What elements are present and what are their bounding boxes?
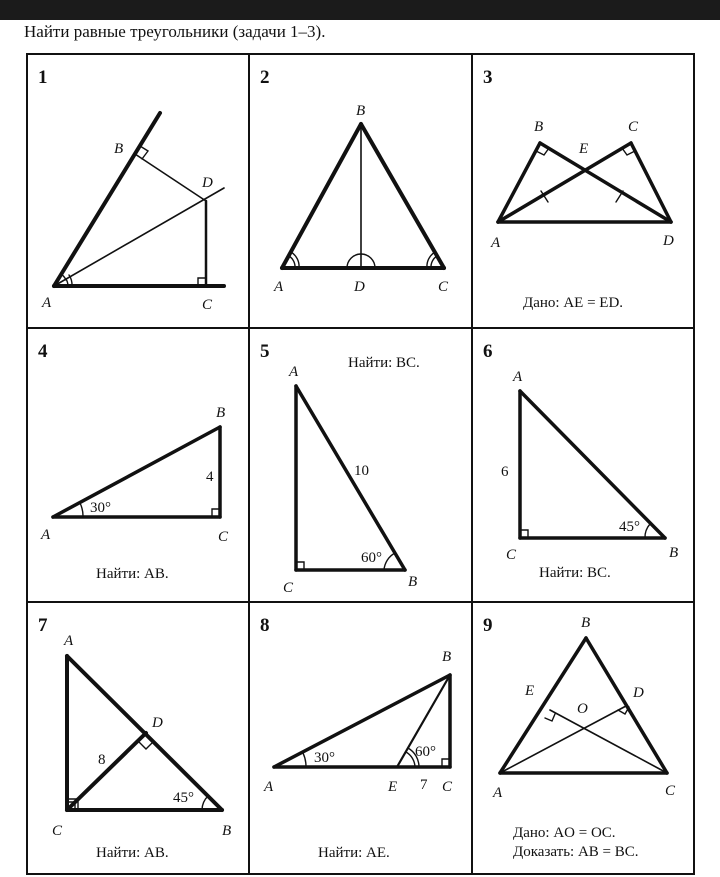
problem-7-figure	[28, 603, 251, 877]
problem-caption-given: Дано: AO = OC.	[513, 825, 616, 841]
problem-8-cell	[250, 603, 473, 877]
vertex-label: E	[388, 779, 398, 795]
problem-4-figure	[28, 329, 251, 603]
problem-number: 2	[260, 67, 270, 88]
vertex-label: D	[202, 175, 213, 191]
problem-2-figure	[250, 55, 473, 329]
problem-6-figure	[473, 329, 696, 603]
angle-label: 45°	[619, 519, 640, 535]
problems-grid	[26, 53, 695, 875]
vertex-label: C	[283, 580, 294, 596]
problem-caption: Дано: AE = ED.	[523, 295, 624, 311]
problem-number: 5	[260, 341, 270, 362]
problem-1-cell	[28, 55, 251, 329]
vertex-label: C	[506, 547, 517, 563]
problem-1-figure	[28, 55, 251, 329]
vertex-label: A	[289, 364, 299, 380]
angle-label: 30°	[90, 500, 111, 516]
vertex-label: B	[442, 649, 452, 665]
vertex-label: D	[663, 233, 674, 249]
angle-label: 60°	[415, 744, 436, 760]
vertex-label: B	[534, 119, 544, 135]
problem-2-cell	[250, 55, 473, 329]
problem-number: 9	[483, 615, 493, 636]
problem-number: 3	[483, 67, 493, 88]
side-label: 10	[354, 463, 369, 479]
vertex-label: D	[354, 279, 365, 295]
side-label: 7	[420, 777, 428, 793]
page-heading: Найти равные треугольники (задачи 1–3).	[24, 22, 326, 41]
vertex-label: E	[579, 141, 589, 157]
vertex-label: C	[442, 779, 453, 795]
angle-label: 30°	[314, 750, 335, 766]
angle-label: 45°	[173, 790, 194, 806]
vertex-label: O	[577, 701, 588, 717]
vertex-label: C	[218, 529, 229, 545]
problem-7-cell	[28, 603, 251, 877]
vertex-label: B	[222, 823, 232, 839]
problem-number: 7	[38, 615, 48, 636]
problem-caption: Найти: AB.	[96, 566, 169, 582]
problem-number: 6	[483, 341, 493, 362]
side-label: 4	[206, 469, 214, 485]
problem-caption: Найти: BC.	[348, 355, 420, 371]
problem-4-cell	[28, 329, 251, 603]
vertex-label: A	[491, 235, 501, 251]
vertex-label: B	[581, 615, 591, 631]
vertex-label: C	[665, 783, 676, 799]
vertex-label: A	[513, 369, 523, 385]
vertex-label: A	[274, 279, 284, 295]
problem-caption: Найти: AB.	[96, 845, 169, 861]
problem-9-cell	[473, 603, 696, 877]
top-dark-bar	[0, 0, 720, 20]
side-label: 8	[98, 752, 106, 768]
vertex-label: C	[628, 119, 639, 135]
problem-number: 4	[38, 341, 48, 362]
problem-8-figure	[250, 603, 473, 877]
problem-caption-prove: Доказать: AB = BC.	[513, 844, 639, 860]
vertex-label: A	[64, 633, 74, 649]
vertex-label: A	[41, 527, 51, 543]
problem-3-cell	[473, 55, 696, 329]
problem-6-cell	[473, 329, 696, 603]
vertex-label: B	[669, 545, 679, 561]
vertex-label: E	[525, 683, 535, 699]
problem-caption: Найти: AE.	[318, 845, 390, 861]
vertex-label: B	[216, 405, 226, 421]
vertex-label: A	[493, 785, 503, 801]
problem-5-cell	[250, 329, 473, 603]
vertex-label: D	[633, 685, 644, 701]
side-label: 6	[501, 464, 509, 480]
vertex-label: C	[438, 279, 449, 295]
vertex-label: A	[42, 295, 52, 311]
vertex-label: B	[356, 103, 366, 119]
problem-number: 1	[38, 67, 48, 88]
problem-number: 8	[260, 615, 270, 636]
vertex-label: A	[264, 779, 274, 795]
vertex-label: B	[114, 141, 124, 157]
problem-caption: Найти: BC.	[539, 565, 611, 581]
vertex-label: C	[52, 823, 63, 839]
angle-label: 60°	[361, 550, 382, 566]
vertex-label: B	[408, 574, 418, 590]
vertex-label: D	[152, 715, 163, 731]
vertex-label: C	[202, 297, 213, 313]
problem-3-figure	[473, 55, 696, 329]
